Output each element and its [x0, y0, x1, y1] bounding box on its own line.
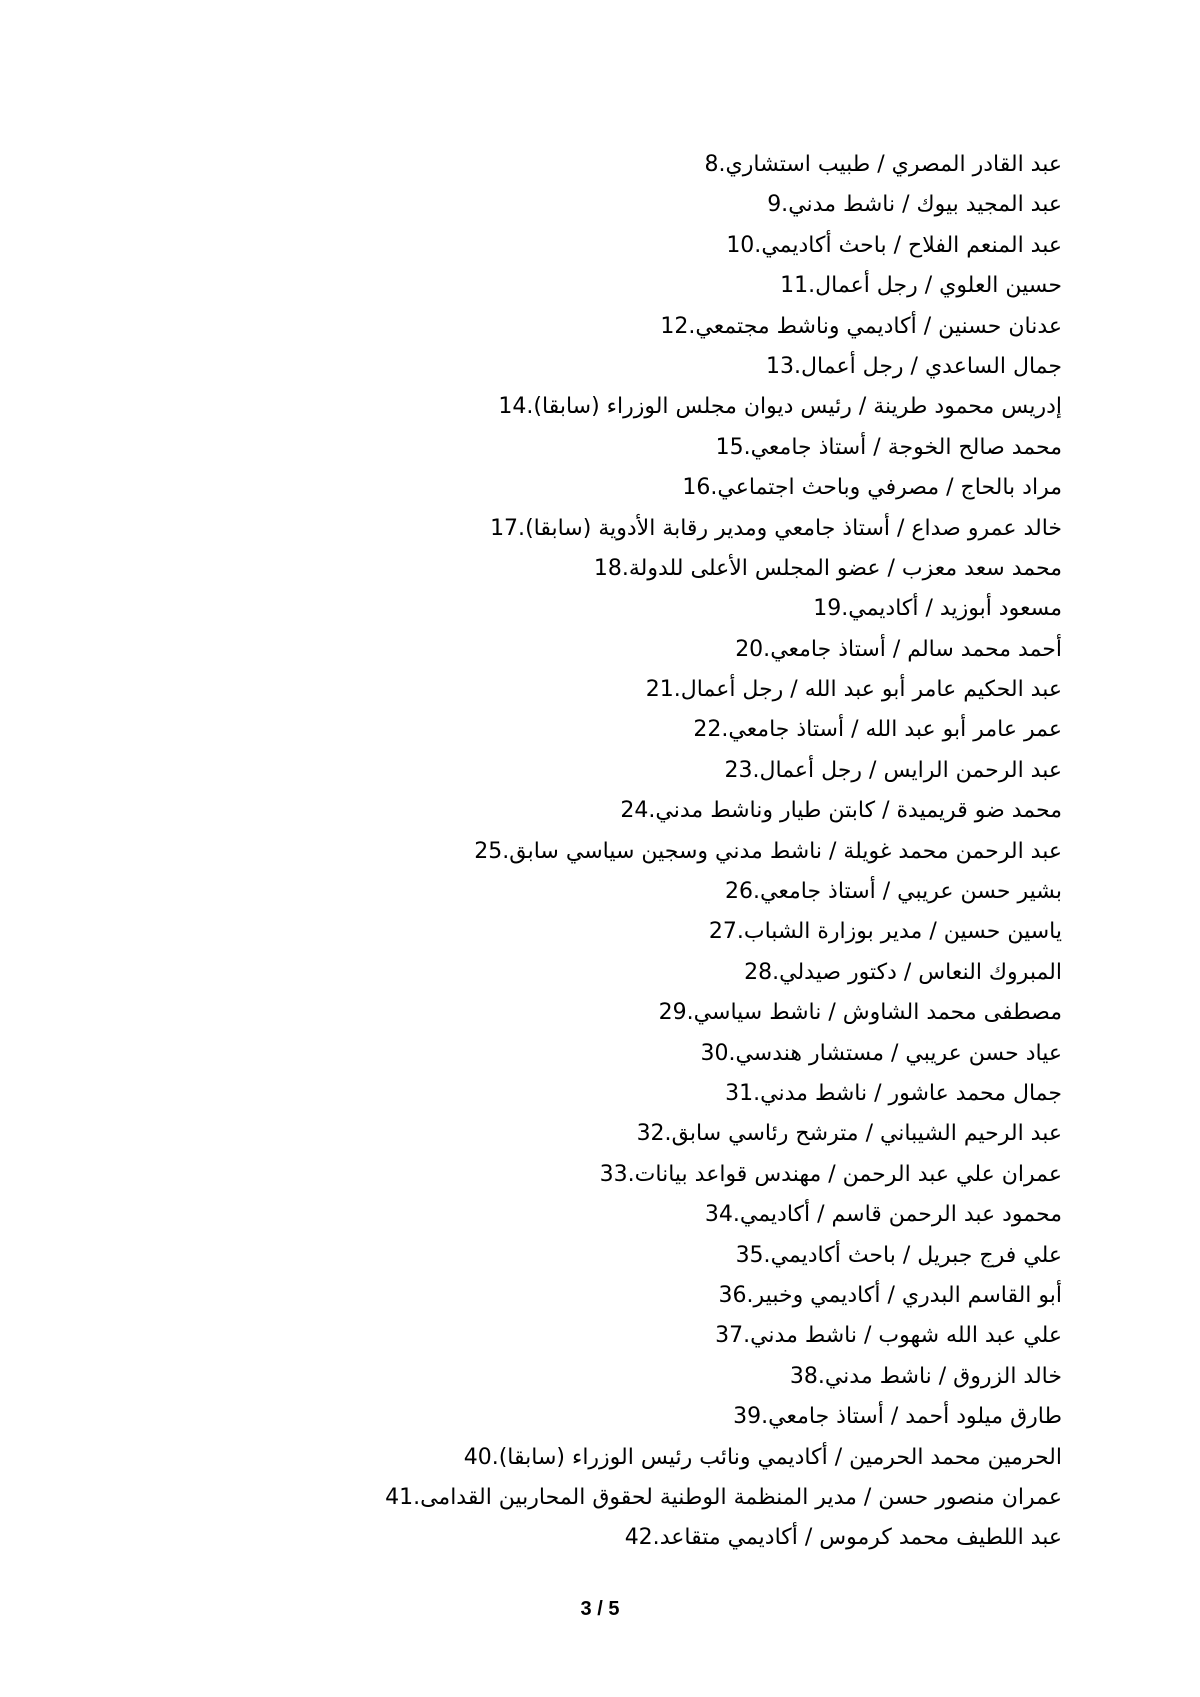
list-item-number: 26.: [725, 879, 761, 905]
list-item-number: 40.: [463, 1444, 499, 1470]
list-item-number: 38.: [789, 1363, 825, 1389]
list-item: [302, 1236, 1062, 1276]
names-list: [302, 145, 1062, 1559]
page-number: 3 / 5: [580, 1598, 620, 1620]
list-item: [302, 670, 1062, 710]
list-item-number: 23.: [724, 757, 760, 783]
list-item-text: عبد الحكيم عامر أبو عبد الله / رجل أعمال: [680, 677, 1062, 703]
list-item: [302, 710, 1062, 750]
list-item-number: 28.: [744, 959, 780, 985]
list-item: [302, 1034, 1062, 1074]
list-item-text: عبد الرحمن الرايس / رجل أعمال: [759, 757, 1062, 783]
list-item-text: محمود عبد الرحمن قاسم / أكاديمي: [739, 1202, 1062, 1228]
list-item-number: 21.: [645, 677, 681, 703]
list-item-number: 41.: [385, 1484, 421, 1510]
list-item: [302, 387, 1062, 427]
list-item-number: 8.: [704, 152, 726, 177]
list-item: [302, 1074, 1062, 1114]
list-item-text: محمد سعد معزب / عضو المجلس الأعلى للدولة: [628, 555, 1062, 581]
list-item-text: جمال محمد عاشور / ناشط مدني: [760, 1080, 1062, 1106]
list-item-number: 11.: [780, 273, 816, 299]
list-item: [302, 953, 1062, 993]
list-item-number: 33.: [599, 1161, 635, 1187]
list-item: [302, 226, 1062, 266]
list-item: [302, 185, 1062, 225]
list-item-number: 14.: [498, 394, 534, 420]
list-item-text: إدريس محمود طرينة / رئيس ديوان مجلس الوزراء (سابقا): [533, 394, 1062, 420]
list-item-text: عبد القادر المصري / طبيب استشاري: [725, 152, 1062, 177]
list-item-number: 24.: [620, 798, 656, 824]
list-item: [302, 1276, 1062, 1316]
list-item-text: عبد المجيد بيوك / ناشط مدني: [788, 192, 1062, 218]
list-item-text: أحمد محمد سالم / أستاذ جامعي: [770, 636, 1062, 662]
list-item-number: 39.: [733, 1404, 769, 1430]
list-item-text: عبد الرحيم الشيباني / مترشح رئاسي سابق: [671, 1121, 1062, 1147]
list-item-number: 32.: [636, 1121, 672, 1147]
list-item-text: جمال الساعدي / رجل أعمال: [801, 353, 1062, 379]
list-item-number: 22.: [693, 717, 729, 743]
list-item-text: حسين العلوي / رجل أعمال: [815, 273, 1062, 299]
list-item-text: مسعود أبوزيد / أكاديمي: [848, 596, 1062, 622]
list-item: [302, 1195, 1062, 1235]
list-item-text: أبو القاسم البدري / أكاديمي وخبير: [753, 1282, 1062, 1308]
list-item-text: خالد الزروق / ناشط مدني: [824, 1363, 1062, 1389]
list-item: [302, 630, 1062, 670]
list-item-text: عمران علي عبد الرحمن / مهندس قواعد بيانات: [634, 1161, 1062, 1187]
list-item-number: 37.: [715, 1323, 751, 1349]
list-item-number: 13.: [766, 353, 802, 379]
list-item-text: مصطفى محمد الشاوش / ناشط سياسي: [693, 1000, 1062, 1026]
list-item: [302, 832, 1062, 872]
list-item-number: 19.: [813, 596, 849, 622]
list-item-number: 15.: [715, 434, 751, 460]
list-item-number: 31.: [725, 1080, 761, 1106]
list-item: [302, 1316, 1062, 1356]
list-item-number: 25.: [474, 838, 510, 864]
list-item-number: 10.: [726, 232, 762, 258]
list-item: [302, 589, 1062, 629]
list-item: [302, 1518, 1062, 1558]
list-item: [302, 1357, 1062, 1397]
list-item-number: 12.: [660, 313, 696, 339]
list-item: [302, 751, 1062, 791]
list-item: [302, 266, 1062, 306]
list-item: [302, 307, 1062, 347]
list-item-text: عمر عامر أبو عبد الله / أستاذ جامعي: [728, 717, 1062, 743]
list-item: [302, 791, 1062, 831]
list-item-text: محمد ضو قريميدة / كابتن طيار وناشط مدني: [655, 798, 1062, 824]
list-item-text: عياد حسن عريبي / مستشار هندسي: [735, 1040, 1062, 1066]
list-item: [302, 1438, 1062, 1478]
list-item-number: 35.: [735, 1242, 771, 1268]
list-item-text: عبد المنعم الفلاح / باحث أكاديمي: [761, 232, 1062, 258]
list-item-number: 16.: [682, 475, 718, 501]
list-item: [302, 912, 1062, 952]
list-item: [302, 1155, 1062, 1195]
list-item-number: 34.: [704, 1202, 740, 1228]
list-item-text: عبد اللطيف محمد كرموس / أكاديمي متقاعد: [659, 1525, 1062, 1551]
list-item-number: 27.: [708, 919, 744, 945]
list-item-number: 17.: [490, 515, 526, 541]
list-item-text: الحرمين محمد الحرمين / أكاديمي ونائب رئيس الوزراء (سابقا): [498, 1444, 1062, 1470]
list-item-text: علي عبد الله شهوب / ناشط مدني: [750, 1323, 1062, 1349]
list-item-text: محمد صالح الخوجة / أستاذ جامعي: [750, 434, 1062, 460]
list-item: [302, 468, 1062, 508]
list-item-number: 42.: [624, 1525, 660, 1551]
list-item-number: 36.: [718, 1282, 754, 1308]
list-item-number: 9.: [767, 192, 789, 218]
list-item: [302, 145, 1062, 185]
list-item-text: طارق ميلود أحمد / أستاذ جامعي: [768, 1404, 1062, 1430]
list-item-text: مراد بالحاج / مصرفي وباحث اجتماعي: [717, 475, 1062, 501]
list-item: [302, 1478, 1062, 1518]
list-item-number: 29.: [658, 1000, 694, 1026]
list-item-number: 18.: [593, 555, 629, 581]
list-item-number: 20.: [735, 636, 771, 662]
list-item: [302, 1114, 1062, 1154]
list-item-text: عبد الرحمن محمد غويلة / ناشط مدني وسجين سياسي سابق: [509, 838, 1062, 864]
list-item: [302, 1397, 1062, 1437]
list-item-text: المبروك النعاس / دكتور صيدلي: [779, 959, 1062, 985]
list-item: [302, 993, 1062, 1033]
list-item-text: ياسين حسين / مدير بوزارة الشباب: [743, 919, 1062, 945]
list-item-text: بشير حسن عريبي / أستاذ جامعي: [760, 879, 1062, 905]
list-item: [302, 428, 1062, 468]
list-item: [302, 872, 1062, 912]
list-item: [302, 347, 1062, 387]
list-item-text: عدنان حسنين / أكاديمي وناشط مجتمعي: [695, 313, 1062, 339]
list-item: [302, 549, 1062, 589]
list-item-number: 30.: [700, 1040, 736, 1066]
list-item: [302, 509, 1062, 549]
list-item-text: خالد عمرو صداع / أستاذ جامعي ومدير رقابة الأدوية (سابقا): [525, 515, 1062, 541]
list-item-text: علي فرج جبريل / باحث أكاديمي: [770, 1242, 1062, 1268]
list-item-text: عمران منصور حسن / مدير المنظمة الوطنية لحقوق المحاربين القدامى: [420, 1484, 1062, 1510]
